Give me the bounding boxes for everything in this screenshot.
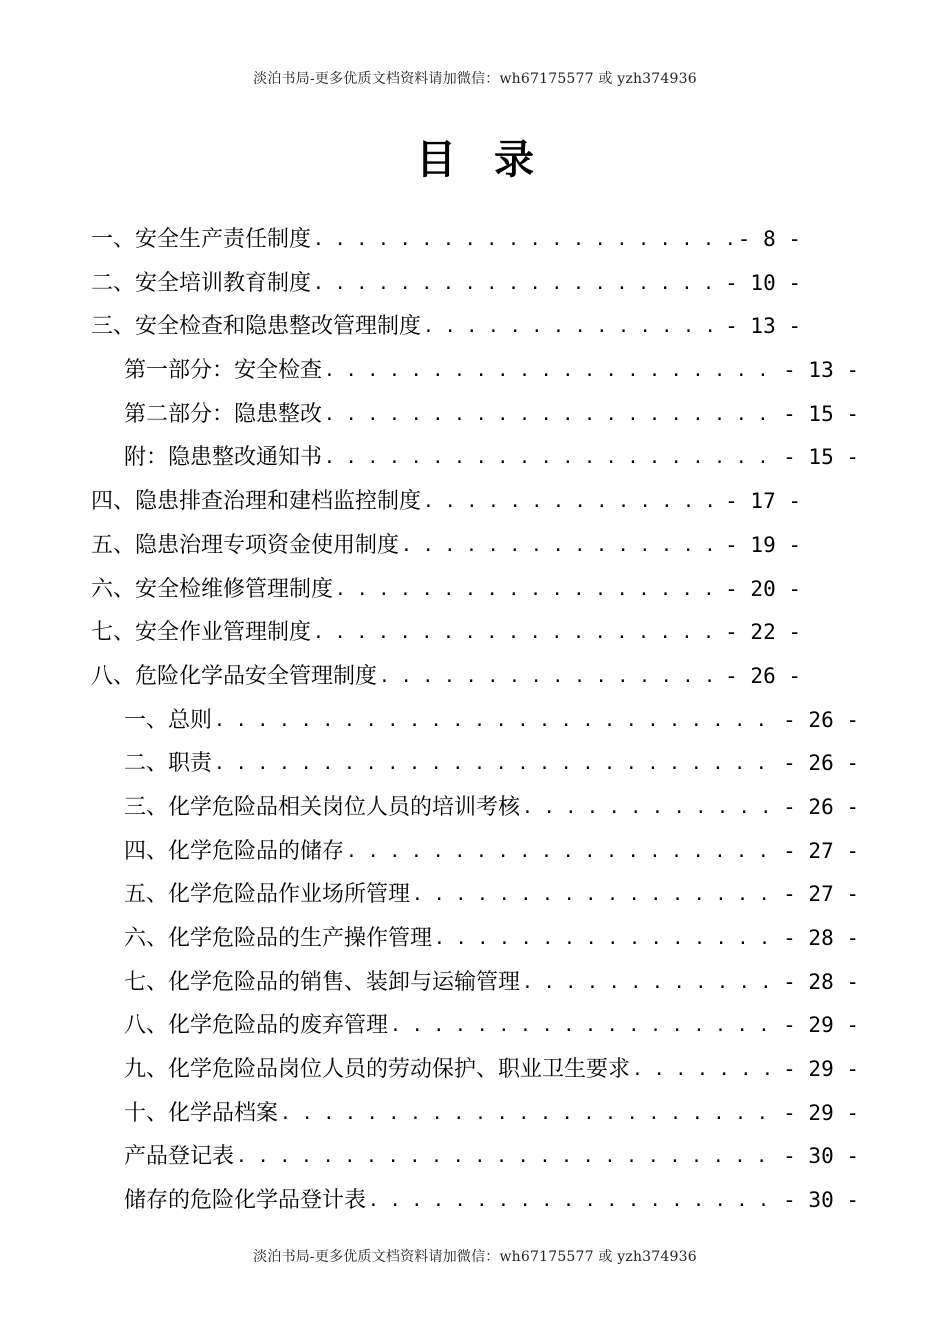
toc-entry-page: - 26 - bbox=[783, 794, 859, 819]
toc-entry-label: 七、化学危险品的销售、装卸与运输管理 bbox=[124, 969, 521, 995]
toc-entry-label: 第一部分：安全检查 bbox=[124, 358, 323, 384]
toc-subentry[interactable] bbox=[124, 830, 859, 874]
toc-entry-page: - 30 - bbox=[783, 1144, 859, 1169]
page-header: 淡泊书局-更多优质文档资料请加微信：wh67175577 或 yzh374936 bbox=[253, 71, 697, 87]
toc-subentry[interactable] bbox=[124, 699, 859, 743]
toc-entry-page: - 19 - bbox=[725, 532, 801, 557]
toc-dot-leader bbox=[423, 480, 721, 524]
toc-subentry[interactable] bbox=[124, 1179, 859, 1223]
toc-entry-label: 六、化学危险品的生产操作管理 bbox=[124, 926, 433, 951]
toc-entry[interactable] bbox=[91, 655, 801, 699]
toc-dot-leader bbox=[412, 873, 779, 917]
toc-entry-page: - 17 - bbox=[725, 489, 801, 514]
toc-entry-label: 二、职责 bbox=[124, 751, 213, 777]
toc-entry-page: - 13 - bbox=[725, 314, 801, 339]
toc-subentry[interactable] bbox=[124, 1135, 859, 1179]
toc-subentry[interactable] bbox=[124, 349, 859, 393]
toc-entry-label: 九、化学危险品岗位人员的劳动保护、职业卫生要求 bbox=[124, 1057, 631, 1083]
toc-dot-leader bbox=[324, 393, 779, 437]
toc-subentry[interactable] bbox=[124, 873, 859, 917]
toc-entry[interactable] bbox=[91, 611, 801, 655]
toc-dot-leader bbox=[313, 611, 721, 655]
toc-entry-page: - 22 - bbox=[725, 620, 801, 645]
toc-entry-page: - 28 - bbox=[783, 926, 859, 950]
toc-dot-leader bbox=[214, 699, 779, 743]
toc-entry-label: 十、化学品档案 bbox=[124, 1100, 279, 1126]
toc-dot-leader bbox=[390, 1004, 779, 1048]
toc-entry-label: 三、化学危险品相关岗位人员的培训考核 bbox=[124, 794, 521, 820]
toc-entry-label: 产品登记表 bbox=[124, 1144, 235, 1170]
toc-entry-label: 五、化学危险品作业场所管理 bbox=[124, 882, 411, 908]
toc-entry-page: - 10 - bbox=[725, 270, 801, 295]
toc-entry-label: 五、隐患治理专项资金使用制度 bbox=[91, 532, 400, 558]
toc-entry[interactable] bbox=[91, 262, 801, 306]
toc-entry-page: - 27 - bbox=[783, 838, 859, 863]
toc-entry-label: 一、总则 bbox=[124, 707, 213, 733]
toc-dot-leader bbox=[236, 1135, 779, 1179]
toc-dot-leader bbox=[632, 1048, 779, 1092]
toc-subentry[interactable] bbox=[124, 1092, 859, 1136]
toc-dot-leader bbox=[522, 786, 779, 830]
toc-entry-label: 四、化学危险品的储存 bbox=[124, 838, 345, 864]
toc-entry[interactable] bbox=[91, 524, 801, 568]
toc-entry-page: - 26 - bbox=[783, 751, 859, 776]
toc-entry-page: - 15 - bbox=[783, 445, 859, 470]
toc-entry-page: - 29 - bbox=[783, 1100, 859, 1125]
toc-dot-leader bbox=[335, 568, 721, 612]
toc-entry-label: 储存的危险化学品登计表 bbox=[124, 1188, 367, 1214]
toc-dot-leader bbox=[280, 1092, 779, 1136]
toc-entry-page: - 27 - bbox=[783, 882, 859, 907]
toc-subentry[interactable] bbox=[124, 1004, 859, 1048]
toc-entry-page: - 8 - bbox=[737, 227, 801, 251]
toc-entry-label: 附：隐患整改通知书 bbox=[124, 445, 323, 471]
toc-entry[interactable] bbox=[91, 305, 801, 349]
page-title: 目录 bbox=[416, 137, 572, 183]
toc-dot-leader bbox=[423, 305, 721, 349]
toc-entry-label: 八、危险化学品安全管理制度 bbox=[91, 663, 378, 689]
toc-subentry[interactable] bbox=[124, 961, 859, 1005]
toc-entry-label: 第二部分：隐患整改 bbox=[124, 401, 323, 427]
toc-entry-label: 四、隐患排查治理和建档监控制度 bbox=[91, 489, 422, 515]
toc-dot-leader bbox=[379, 655, 721, 699]
toc-dot-leader bbox=[401, 524, 721, 568]
toc-entry-page: - 30 - bbox=[783, 1188, 859, 1213]
toc-subentry[interactable] bbox=[124, 1048, 859, 1092]
toc-subentry[interactable] bbox=[124, 742, 859, 786]
page-footer: 淡泊书局-更多优质文档资料请加微信：wh67175577 或 yzh374936 bbox=[253, 1249, 697, 1265]
toc-dot-leader bbox=[522, 961, 779, 1005]
toc-dot-leader bbox=[368, 1179, 779, 1223]
toc-subentry[interactable] bbox=[124, 917, 859, 961]
toc-entry-page: - 29 - bbox=[783, 1057, 859, 1082]
toc-entry-label: 七、安全作业管理制度 bbox=[91, 620, 312, 646]
toc-entry[interactable] bbox=[91, 218, 801, 262]
toc-entry[interactable] bbox=[91, 480, 801, 524]
toc-entry-label: 三、安全检查和隐患整改管理制度 bbox=[91, 314, 422, 340]
toc-dot-leader bbox=[324, 349, 779, 393]
toc-dot-leader bbox=[313, 262, 721, 306]
toc-entry-label: 八、化学危险品的废弃管理 bbox=[124, 1013, 389, 1039]
toc-dot-leader bbox=[434, 917, 779, 961]
toc-dot-leader bbox=[346, 830, 779, 874]
toc-entry-page: - 28 - bbox=[783, 969, 859, 994]
toc-entry-page: - 13 - bbox=[783, 358, 859, 383]
toc-entry-label: 一、安全生产责任制度 bbox=[91, 227, 312, 252]
toc-entry[interactable] bbox=[91, 568, 801, 612]
toc-entry-label: 六、安全检维修管理制度 bbox=[91, 576, 334, 602]
toc-dot-leader bbox=[324, 436, 779, 480]
toc-subentry[interactable] bbox=[124, 436, 859, 480]
toc-dot-leader bbox=[214, 742, 779, 786]
toc-entry-page: - 29 - bbox=[783, 1013, 859, 1038]
toc-subentry[interactable] bbox=[124, 786, 859, 830]
toc-entry-page: - 20 - bbox=[725, 576, 801, 601]
toc-subentry[interactable] bbox=[124, 393, 859, 437]
toc-entry-page: - 26 - bbox=[783, 707, 859, 732]
toc-dot-leader bbox=[313, 218, 734, 262]
toc-entry-page: - 15 - bbox=[783, 401, 859, 426]
table-of-contents bbox=[0, 218, 950, 1223]
toc-entry-label: 二、安全培训教育制度 bbox=[91, 270, 312, 296]
toc-entry-page: - 26 - bbox=[725, 663, 801, 688]
